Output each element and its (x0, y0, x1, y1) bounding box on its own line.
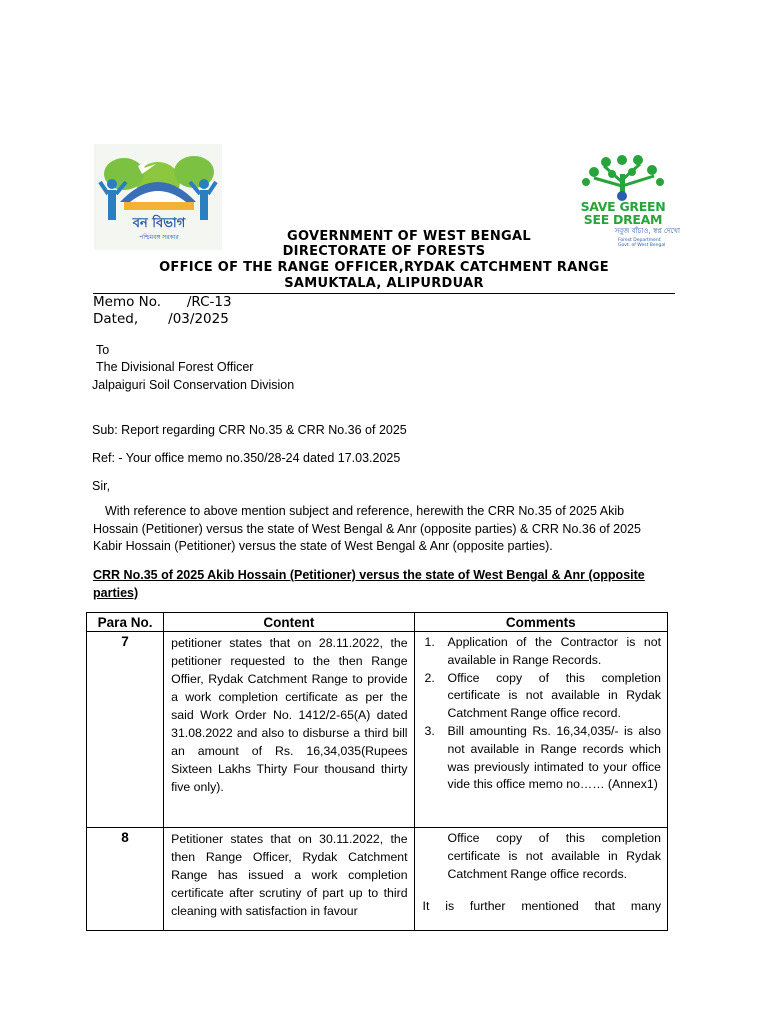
body-paragraph (93, 503, 663, 556)
tree-icon (566, 152, 680, 202)
para-number: 7 (87, 632, 164, 828)
address-line1: The Divisional Forest Officer (96, 360, 254, 374)
comment-item: 3. Bill amounting Rs. 16,34,035/- is also not available in Range records which was previously intimated to your office vide this office memo no…… (Annex1) (424, 723, 661, 792)
body-paragraph-text: With reference to above mention subject and reference, herewith the CRR No.35 of 2025 Akib Hossain (Petitioner) versus the state of West Bengal & Anr (opposite parties) & CRR No.36 of 2025 Kabir Hossain (Petitioner) versus the state of West Bengal & Anr (opposite parties). (93, 504, 641, 553)
header-para-no: Para No. (87, 613, 164, 632)
para-comments-table (86, 612, 668, 931)
logo-tagline: সবুজ বাঁচাও, স্বপ্ন দেখো (614, 227, 680, 235)
table-header-row (87, 613, 668, 632)
logo-dept-line2: Govt. of West Bengal (618, 243, 666, 248)
para-comments (414, 828, 667, 931)
comment-paragraph: It is further mentioned that many (422, 899, 661, 914)
section-heading: CRR No.35 of 2025 Akib Hossain (Petitioner) versus the state of West Bengal & Anr (opposite parties) (93, 568, 645, 600)
table-row (87, 632, 668, 828)
header-directorate: DIRECTORATE OF FORESTS (282, 244, 486, 259)
reference-line: Ref: - Your office memo no.350/28-24 dated 17.03.2025 (92, 451, 401, 465)
comment-item: 1. Application of the Contractor is not available in Range Records. (424, 635, 661, 667)
header-comments: Comments (414, 613, 667, 632)
table-row (87, 828, 668, 931)
left-logo-text-bottom: পশ্চিমবঙ্গ সরকার (139, 234, 179, 241)
left-logo-text-top: বন বিভাগ (132, 216, 186, 231)
address-to: To (96, 343, 110, 357)
para-content: petitioner states that on 28.11.2022, the petitioner requested to the then Range Offier, Rydak Catchment Range to provide a work completion certificate as per the said Work Order No. 1412/2-65(A) dated 31.08.2022 and also to disburse a third bill an amount of Rs. 16,34,035(Rupees Sixteen Lakhs Thirty Four thousand thirty five only). (164, 632, 414, 828)
header-location: SAMUKTALA, ALIPURDUAR (284, 276, 484, 291)
subject-line: Sub: Report regarding CRR No.35 & CRR No.36 of 2025 (92, 423, 407, 437)
memo-number: Memo No. /RC-13 (93, 294, 232, 310)
salutation: Sir, (92, 479, 111, 493)
save-green-text: SAVE GREEN (580, 199, 666, 214)
address-line2: Jalpaiguri Soil Conservation Division (92, 378, 295, 392)
memo-date: Dated, /03/2025 (93, 311, 229, 327)
comment-paragraph: Office copy of this completion certificate is not available in Rydak Catchment Range office records. (447, 831, 661, 881)
header-office: OFFICE OF THE RANGE OFFICER,RYDAK CATCHMENT RANGE (159, 260, 609, 275)
para-comments (414, 632, 667, 828)
para-number: 8 (87, 828, 164, 931)
para-content: Petitioner states that on 30.11.2022, the then Range Officer, Rydak Catchment Range has issued a work completion certificate after scrutiny of part up to third cleaning with satisfaction in favour (164, 828, 414, 931)
logo-dept-line1: Forest Department (618, 238, 661, 243)
see-dream-text: SEE DREAM (583, 212, 663, 227)
comment-item: 2. Office copy of this completion certificate is not available in Rydak Catchment Range office record. (424, 670, 661, 721)
header-government: GOVERNMENT OF WEST BENGAL (287, 229, 531, 244)
header-content: Content (164, 613, 414, 632)
